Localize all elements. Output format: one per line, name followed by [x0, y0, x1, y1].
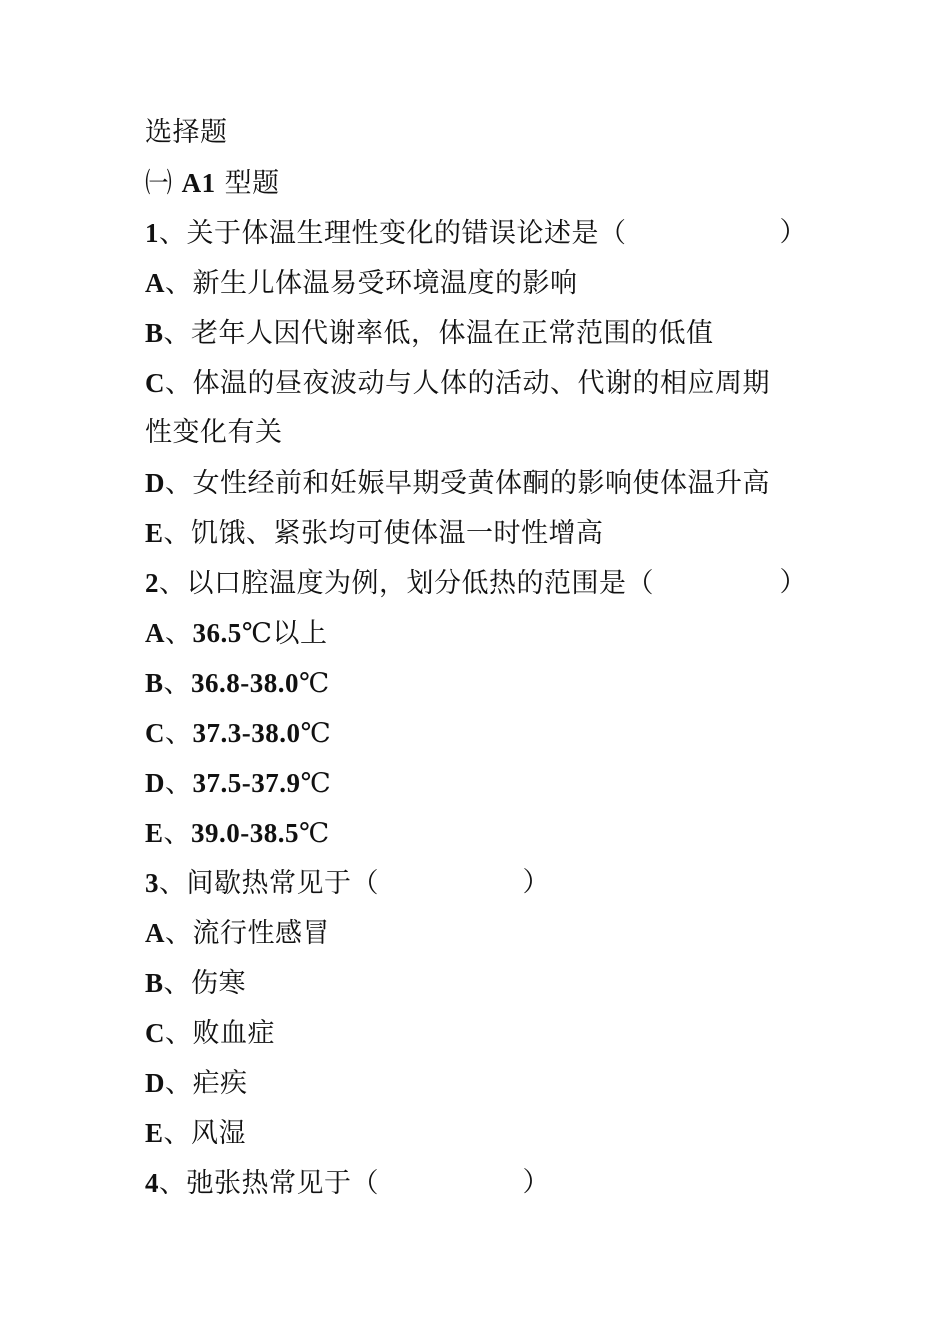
question-text: 间歇热常见于（ [186, 868, 379, 899]
option-text: ℃ [299, 818, 330, 849]
option-letter: E [145, 818, 164, 848]
question-3-option-e: E、风湿 [145, 1118, 247, 1149]
question-2-option-b: B、36.8-38.0℃ [145, 668, 330, 699]
option-letter: E [145, 1118, 164, 1148]
option-letter: D [145, 768, 165, 798]
question-text: 以口腔温度为例，划分低热的范围是（ [186, 568, 654, 599]
answer-blank-close: ） [779, 567, 807, 598]
question-3-stem [145, 858, 550, 908]
option-letter: B [145, 668, 164, 698]
option-letter: A [145, 268, 165, 298]
question-1-option-a: A、新生儿体温易受环境温度的影响 [145, 268, 578, 299]
section-type-label: A1 [181, 168, 216, 198]
question-number: 4 [145, 1168, 159, 1198]
question-sep: 、 [159, 1168, 187, 1199]
section-title [145, 158, 825, 208]
option-letter: B [145, 318, 164, 348]
question-3-option-c: C、败血症 [145, 1018, 275, 1049]
option-text: 老年人因代谢率低，体温在正常范围的低值 [191, 318, 714, 349]
option-value: 39.0-38.5 [191, 818, 300, 848]
option-text: 新生儿体温易受环境温度的影响 [192, 268, 578, 299]
option-text: ℃ [300, 718, 332, 749]
question-number: 2 [145, 568, 159, 598]
answer-blank-close: ） [779, 217, 807, 248]
question-3-option-a: A、流行性感冒 [145, 918, 330, 949]
option-text: 饥饿、紧张均可使体温一时性增高 [191, 518, 604, 549]
option-text: 伤寒 [191, 968, 247, 999]
question-1-option-d: D、女性经前和妊娠早期受黄体酮的影响使体温升高 [145, 468, 770, 499]
question-1-option-c-continued: 性变化有关 [145, 417, 283, 448]
question-sep: 、 [159, 868, 187, 899]
question-3-option-b: B、伤寒 [145, 968, 247, 999]
question-2-option-a: A、36.5℃以上 [145, 618, 328, 649]
question-sep: 、 [159, 568, 187, 599]
option-letter: C [145, 1018, 165, 1048]
question-1-option-e: E、饥饿、紧张均可使体温一时性增高 [145, 518, 604, 549]
option-letter: C [145, 368, 165, 398]
option-value: 36.8-38.0 [191, 668, 300, 698]
question-text: 关于体温生理性变化的错误论述是（ [186, 218, 627, 249]
question-sep: 、 [159, 218, 187, 249]
option-text: 败血症 [192, 1018, 275, 1049]
question-2-option-c: C、37.3-38.0℃ [145, 718, 332, 749]
option-text: 女性经前和妊娠早期受黄体酮的影响使体温升高 [192, 468, 770, 499]
question-4-stem [145, 1158, 550, 1208]
question-text: 弛张热常见于（ [186, 1168, 379, 1199]
question-1-option-b: B、老年人因代谢率低，体温在正常范围的低值 [145, 318, 714, 349]
question-2-option-e: E、39.0-38.5℃ [145, 818, 330, 849]
option-text: 流行性感冒 [192, 918, 330, 949]
option-letter: D [145, 1068, 165, 1098]
answer-blank-close: ） [522, 1167, 550, 1198]
section-marker: ㈠ [145, 168, 173, 199]
heading: 选择题 [145, 117, 228, 148]
answer-blank-close: ） [522, 867, 550, 898]
question-1-option-c: C、体温的昼夜波动与人体的活动、代谢的相应周期 [145, 368, 770, 399]
section-type-suffix: 型题 [215, 168, 280, 199]
question-2-option-d: D、37.5-37.9℃ [145, 768, 332, 799]
option-text: ℃ [300, 768, 332, 799]
option-text: ℃以上 [241, 618, 328, 649]
question-3-option-d: D、疟疾 [145, 1068, 248, 1099]
option-value: 37.3-38.0 [192, 718, 301, 748]
option-text: ℃ [299, 668, 330, 699]
option-letter: E [145, 518, 164, 548]
question-number: 3 [145, 868, 159, 898]
option-letter: C [145, 718, 165, 748]
option-letter: D [145, 468, 165, 498]
option-value: 36.5 [192, 618, 242, 648]
document-body [145, 108, 825, 1208]
option-text: 体温的昼夜波动与人体的活动、代谢的相应周期 [192, 368, 770, 399]
question-number: 1 [145, 218, 159, 248]
option-text: 疟疾 [192, 1068, 248, 1099]
option-value: 37.5-37.9 [192, 768, 301, 798]
option-text: 风湿 [191, 1118, 247, 1149]
option-letter: A [145, 918, 165, 948]
question-1-stem [145, 208, 807, 258]
question-2-stem [145, 558, 807, 608]
option-letter: B [145, 968, 164, 998]
option-letter: A [145, 618, 165, 648]
